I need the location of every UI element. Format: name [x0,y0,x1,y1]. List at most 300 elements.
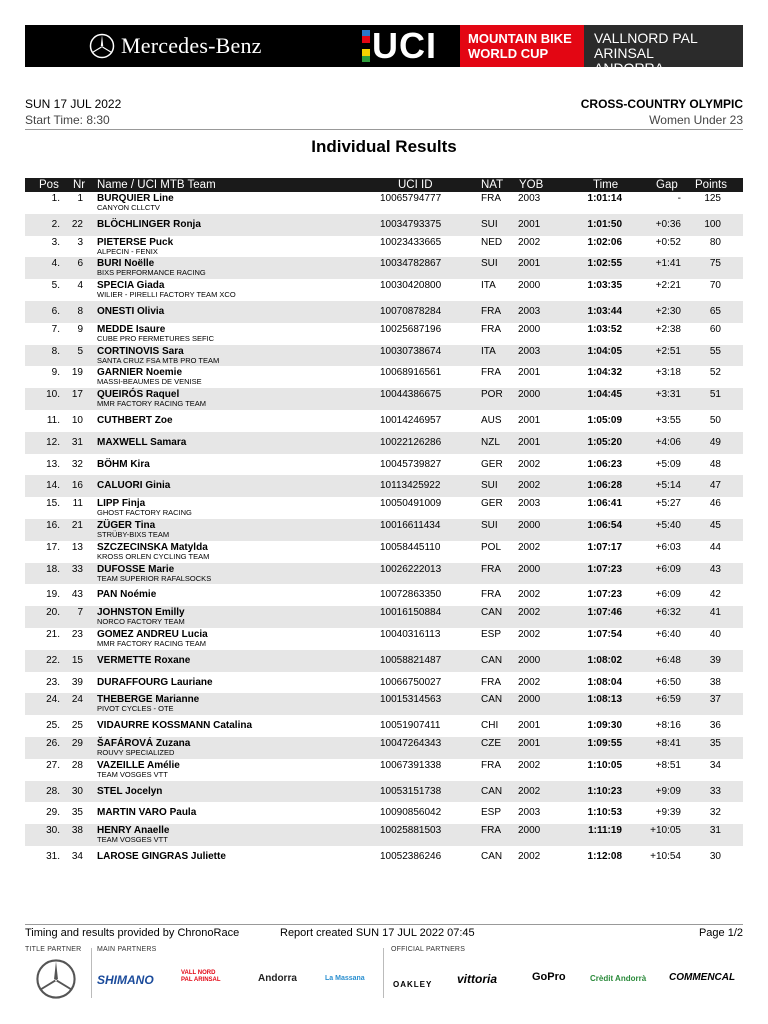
table-row [25,475,743,497]
uci-id: 10034782867 [380,258,442,270]
table-row [25,802,743,824]
team-name: MASSI-BEAUMES DE VENISE [97,377,202,387]
nationality: SUI [481,480,498,492]
uci-id: 10072863350 [380,589,442,601]
result-pos: 3. [51,236,60,248]
points: 36 [709,720,721,732]
time-gap: +8:41 [655,737,681,749]
bib-number: 24 [71,694,83,706]
points: 51 [709,389,721,401]
time-gap: +6:32 [655,607,681,619]
partner-gopro: GoPro [532,971,566,983]
points: 38 [709,676,721,688]
finish-time: 1:05:09 [587,414,622,426]
table-row [25,781,743,803]
nationality: CAN [481,850,503,862]
points: 31 [709,825,721,837]
table-row [25,301,743,323]
time-gap: +9:39 [655,807,681,819]
uci-id: 10070878284 [380,305,442,317]
col-pos: Pos [39,179,59,191]
year-of-birth: 2002 [518,589,541,601]
finish-time: 1:07:46 [587,607,622,619]
points: 35 [709,737,721,749]
race-date: SUN 17 JUL 2022 [25,97,122,111]
result-pos: 24. [46,694,60,706]
main-partners-label: MAIN PARTNERS [97,946,157,953]
time-gap: +6:48 [655,654,681,666]
mercedes-star-icon [35,958,77,1000]
points: 37 [709,694,721,706]
official-partners-label: OFFICIAL PARTNERS [391,946,466,953]
start-time: Start Time: 8:30 [25,113,110,127]
bib-number: 22 [71,218,83,230]
uci-id: 10030420800 [380,280,442,292]
rider-name: ZÜGER Tina [97,519,156,531]
table-row [25,192,743,214]
year-of-birth: 2001 [518,218,541,230]
uci-id: 10045739827 [380,458,442,470]
time-gap: +3:55 [655,414,681,426]
rider-name: DURAFFOURG Lauriane [97,676,213,688]
result-pos: 16. [46,519,60,531]
finish-time: 1:08:02 [587,654,622,666]
year-of-birth: 2000 [518,825,541,837]
uci-id: 10034793375 [380,218,442,230]
year-of-birth: 2002 [518,541,541,553]
time-gap: +10:54 [650,850,681,862]
finish-time: 1:07:23 [587,589,622,601]
uci-id: 10068916561 [380,367,442,379]
bib-number: 15 [71,654,83,666]
time-gap: +6:59 [655,694,681,706]
result-pos: 5. [51,280,60,292]
points: 75 [709,258,721,270]
venue-line2: ANDORRA [594,60,665,76]
result-pos: 27. [46,759,60,771]
result-pos: 1. [51,193,60,204]
nationality: FRA [481,367,501,379]
finish-time: 1:04:32 [587,367,622,379]
table-header [25,178,743,192]
bib-number: 32 [71,458,83,470]
result-pos: 26. [46,737,60,749]
uci-id: 10025881503 [380,825,442,837]
time-gap: +2:38 [655,323,681,335]
event-category: Women Under 23 [649,113,743,127]
col-yob: YOB [519,179,544,191]
finish-time: 1:04:45 [587,389,622,401]
finish-time: 1:04:05 [587,345,622,357]
col-gap: Gap [656,179,678,191]
nationality: GER [481,498,503,510]
table-row [25,541,743,563]
year-of-birth: 2002 [518,628,541,640]
nationality: FRA [481,589,501,601]
report-created: Report created SUN 17 JUL 2022 07:45 [280,927,475,939]
time-gap: +5:09 [655,458,681,470]
team-name: SANTA CRUZ FSA MTB PRO TEAM [97,355,220,365]
result-pos: 8. [51,345,60,357]
venue-line1: VALLNORD PAL ARINSAL [594,30,698,61]
bib-number: 10 [71,414,83,426]
year-of-birth: 2000 [518,323,541,335]
time-gap: +0:52 [655,236,681,248]
nationality: GER [481,458,503,470]
time-gap: +6:40 [655,628,681,640]
rider-name: MAXWELL Samara [97,436,187,448]
points: 49 [709,436,721,448]
year-of-birth: 2001 [518,414,541,426]
finish-time: 1:01:14 [587,193,622,204]
table-row [25,824,743,846]
result-pos: 2. [51,218,60,230]
rider-name: THEBERGE Marianne [97,694,200,706]
points: 42 [709,589,721,601]
points: 39 [709,654,721,666]
points: 48 [709,458,721,470]
rider-name: VIDAURRE KOSSMANN Catalina [97,720,253,732]
table-row [25,584,743,606]
result-pos: 10. [46,389,60,401]
time-gap: - [677,193,681,204]
nationality: POL [481,541,502,553]
points: 70 [709,280,721,292]
result-pos: 19. [46,589,60,601]
wc-line2: WORLD CUP [468,46,549,61]
finish-time: 1:07:23 [587,563,622,575]
time-gap: +0:36 [655,218,681,230]
time-gap: +5:14 [655,480,681,492]
points: 43 [709,563,721,575]
nationality: ITA [481,345,496,357]
table-row [25,366,743,388]
year-of-birth: 2002 [518,759,541,771]
bib-number: 25 [71,720,83,732]
finish-time: 1:10:23 [587,785,622,797]
nationality: CAN [481,654,503,666]
team-name: CUBE PRO FERMETURES SEFIC [97,333,215,343]
points: 60 [709,323,721,335]
result-pos: 18. [46,563,60,575]
year-of-birth: 2003 [518,807,541,819]
result-pos: 15. [46,498,60,510]
time-gap: +10:05 [650,825,681,837]
result-pos: 7. [51,323,60,335]
result-pos: 31. [46,850,60,862]
uci-id: 10051907411 [380,720,441,732]
mercedes-star-icon [89,33,115,59]
team-name: STRÜBY-BIXS TEAM [97,529,170,539]
finish-time: 1:10:05 [587,759,622,771]
uci-id: 10022126286 [380,436,442,448]
table-row [25,715,743,737]
time-gap: +8:51 [655,759,681,771]
uci-id: 10026222013 [380,563,442,575]
team-name: CANYON CLLCTV [97,203,160,212]
finish-time: 1:06:41 [587,498,622,510]
points: 34 [709,759,721,771]
table-row [25,236,743,258]
result-pos: 14. [46,480,60,492]
year-of-birth: 2002 [518,480,541,492]
partner-divider [383,948,384,998]
table-row [25,410,743,432]
rider-name: SZCZECINSKA Matylda [97,541,208,553]
partner-vallnord: VALL NORD PAL ARINSAL [181,970,221,983]
bib-number: 13 [71,541,83,553]
nationality: FRA [481,563,501,575]
event-name: CROSS-COUNTRY OLYMPIC [580,97,743,111]
footer-divider [25,924,743,925]
bib-number: 3 [77,236,83,248]
team-name: BIXS PERFORMANCE RACING [97,268,206,278]
table-row [25,519,743,541]
year-of-birth: 2000 [518,389,541,401]
result-pos: 21. [46,628,60,640]
table-row [25,432,743,454]
finish-time: 1:05:20 [587,436,622,448]
team-name: WILIER - PIRELLI FACTORY TEAM XCO [97,290,236,300]
finish-time: 1:02:55 [587,258,622,270]
finish-time: 1:06:28 [587,480,622,492]
col-nat: NAT [481,179,504,191]
team-name: TEAM SUPERIOR RAFALSOCKS [97,573,212,583]
nationality: CHI [481,720,499,732]
table-row [25,279,743,301]
year-of-birth: 2000 [518,563,541,575]
uci-logo [340,25,460,67]
finish-time: 1:09:55 [587,737,622,749]
nationality: POR [481,389,503,401]
nationality: NZL [481,436,500,448]
time-gap: +1:41 [655,258,681,270]
result-pos: 22. [46,654,60,666]
nationality: CAN [481,607,503,619]
bib-number: 38 [71,825,83,837]
rider-name: GARNIER Noemie [97,367,183,379]
bib-number: 8 [77,305,83,317]
year-of-birth: 2001 [518,258,541,270]
table-row [25,672,743,694]
rider-name: CORTINOVIS Sara [97,345,184,357]
points: 44 [709,541,721,553]
bib-number: 7 [77,607,83,619]
result-pos: 29. [46,807,60,819]
partners-bar [25,946,743,1006]
rider-name: ŠAFÁROVÁ Zuzana [97,737,191,749]
year-of-birth: 2000 [518,654,541,666]
rider-name: JOHNSTON Emilly [97,607,185,619]
result-pos: 4. [51,258,60,270]
nationality: CZE [481,737,501,749]
finish-time: 1:10:53 [587,807,622,819]
year-of-birth: 2002 [518,607,541,619]
nationality: ESP [481,807,502,819]
finish-time: 1:07:54 [587,628,622,640]
bib-number: 11 [72,498,83,510]
nationality: FRA [481,323,501,335]
col-uci-id: UCI ID [398,179,433,191]
bib-number: 30 [71,785,83,797]
nationality: FRA [481,825,501,837]
year-of-birth: 2003 [518,345,541,357]
uci-id: 10016611434 [380,519,441,531]
rider-name: QUEIRÓS Raquel [97,389,180,401]
bib-number: 43 [71,589,83,601]
uci-id: 10058821487 [380,654,442,666]
uci-id: 10016150884 [380,607,442,619]
rider-name: GOMEZ ANDREU Lucia [97,628,208,640]
nationality: ITA [481,280,496,292]
timing-provider: Timing and results provided by ChronoRace [25,927,240,939]
divider [25,129,743,130]
team-name: ROUVY SPECIALIZED [97,747,175,757]
finish-time: 1:11:19 [588,825,622,837]
rider-name: LIPP Finja [97,498,146,510]
time-gap: +3:18 [655,367,681,379]
rider-name: BÖHM Kira [97,458,150,470]
result-pos: 30. [46,825,60,837]
venue-title [584,25,743,76]
table-row [25,388,743,410]
uci-id: 10015314563 [380,694,442,706]
team-name: ALPECIN - FENIX [97,246,158,256]
table-row [25,323,743,345]
bib-number: 19 [71,367,83,379]
results-table [25,192,743,868]
event-meta-right [581,96,743,128]
year-of-birth: 2001 [518,737,541,749]
finish-time: 1:08:04 [587,676,622,688]
nationality: FRA [481,676,501,688]
rider-name: BURQUIER Line [97,193,174,204]
rider-name: SPECIA Giada [97,280,165,292]
nationality: AUS [481,414,502,426]
bib-number: 1 [77,193,83,204]
year-of-birth: 2002 [518,458,541,470]
rider-name: ONESTI Olivia [97,305,165,317]
table-row [25,563,743,585]
year-of-birth: 2002 [518,236,541,248]
uci-text: UCI [372,25,437,66]
col-points: Points [695,179,727,191]
time-gap: +5:27 [655,498,681,510]
finish-time: 1:09:30 [587,720,622,732]
time-gap: +6:50 [655,676,681,688]
world-cup-title [460,25,584,67]
uci-id: 10113425922 [380,480,441,492]
nationality: SUI [481,218,498,230]
nationality: SUI [481,258,498,270]
points: 46 [709,498,721,510]
points: 55 [709,345,721,357]
result-pos: 25. [46,720,60,732]
time-gap: +2:21 [655,280,681,292]
time-gap: +4:06 [655,436,681,448]
team-name: MMR FACTORY RACING TEAM [97,399,207,409]
time-gap: +2:30 [655,305,681,317]
year-of-birth: 2000 [518,694,541,706]
partner-divider [91,948,92,998]
uci-id: 10050491009 [380,498,442,510]
bib-number: 23 [71,628,83,640]
table-row [25,257,743,279]
bib-number: 5 [77,345,83,357]
uci-id: 10067391338 [380,759,442,771]
rider-name: CUTHBERT Zoe [97,414,173,426]
points: 100 [704,218,721,230]
uci-id: 10040316113 [380,628,441,640]
finish-time: 1:07:17 [587,541,622,553]
team-name: NORCO FACTORY TEAM [97,617,185,627]
table-row [25,693,743,715]
rider-name: VAZEILLE Amélie [97,759,180,771]
finish-time: 1:12:08 [587,850,622,862]
uci-id: 10023433665 [380,236,442,248]
nationality: NED [481,236,503,248]
nationality: FRA [481,193,501,204]
year-of-birth: 2002 [518,676,541,688]
uci-id: 10030738674 [380,345,442,357]
points: 50 [709,414,721,426]
finish-time: 1:03:44 [587,305,622,317]
time-gap: +5:40 [655,519,681,531]
uci-id: 10066750027 [380,676,442,688]
rider-name: PAN Noémie [97,589,157,601]
rider-name: HENRY Anaelle [97,825,170,837]
time-gap: +6:09 [655,589,681,601]
uci-id: 10065794777 [380,193,442,204]
bib-number: 34 [71,850,83,862]
team-name: MMR FACTORY RACING TEAM [97,638,207,648]
finish-time: 1:03:35 [587,280,622,292]
points: 33 [709,785,721,797]
year-of-birth: 2003 [518,193,541,204]
bib-number: 4 [77,280,83,292]
partner-vittoria: vittoria [457,972,498,986]
page-number: Page 1/2 [698,927,743,939]
bib-number: 28 [71,759,83,771]
year-of-birth: 2000 [518,280,541,292]
title-partner-label: TITLE PARTNER [25,946,82,953]
time-gap: +8:16 [655,720,681,732]
team-name: GHOST FACTORY RACING [97,508,192,518]
uci-id: 10047264343 [380,737,442,749]
year-of-birth: 2001 [518,720,541,732]
bib-number: 9 [77,323,83,335]
bib-number: 29 [71,737,83,749]
nationality: SUI [481,519,498,531]
points: 80 [709,236,721,248]
partner-credit-andorra: Crèdit Andorrà [590,974,647,983]
time-gap: +9:09 [655,785,681,797]
rider-name: VERMETTE Roxane [97,654,191,666]
points: 32 [709,807,721,819]
uci-id: 10014246957 [380,414,442,426]
uci-id: 10025687196 [380,323,442,335]
nationality: CAN [481,785,503,797]
team-name: KROSS ORLEN CYCLING TEAM [97,551,210,561]
result-pos: 23. [46,676,60,688]
nationality: FRA [481,759,501,771]
team-name: PIVOT CYCLES - OTE [97,704,174,714]
result-pos: 17. [46,541,60,553]
uci-id: 10058445110 [380,541,441,553]
sponsor-name: Mercedes-Benz [121,33,262,58]
finish-time: 1:03:52 [587,323,622,335]
table-row [25,214,743,236]
